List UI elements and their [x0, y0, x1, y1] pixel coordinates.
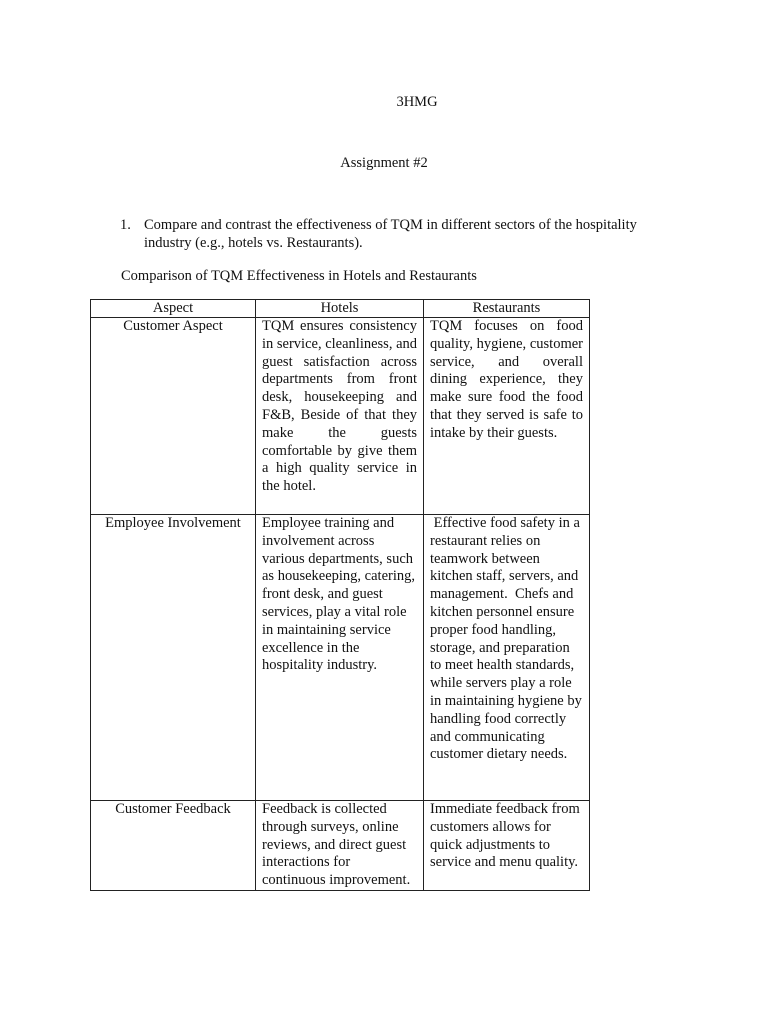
table-row — [91, 515, 590, 801]
page-header-code: 3HMG — [396, 94, 438, 110]
table-header-row — [91, 300, 590, 318]
restaurants-cell: Effective food safety in a restaurant relies on teamwork between kitchen staff, servers, and management. Chefs and kitchen personnel ensure proper food handling, storage, and preparation to meet health standards, while servers play a role in maintaining hygiene by handling food correctly and communicating customer dietary needs. — [424, 515, 590, 801]
table-row — [91, 318, 590, 515]
hotels-cell: Employee training and involvement across various departments, such as housekeeping, catering, front desk, and guest services, play a vital role in maintaining service excellence in the hospitality industry. — [256, 515, 424, 801]
aspect-cell: Customer Feedback — [91, 801, 256, 891]
question-text: Compare and contrast the effectiveness of TQM in different sectors of the hospitality industry (e.g., hotels vs. Restaurants). — [144, 217, 637, 251]
comparison-table — [90, 299, 590, 891]
header-restaurants: Restaurants — [424, 300, 590, 318]
table-caption: Comparison of TQM Effectiveness in Hotels and Restaurants — [121, 268, 477, 284]
header-aspect: Aspect — [91, 300, 256, 318]
restaurants-cell: Immediate feedback from customers allows for quick adjustments to service and menu quality. — [424, 801, 590, 891]
hotels-cell: TQM ensures consistency in service, cleanliness, and guest satisfaction across departments from front desk, housekeeping and F&B, Beside of that they make the guests comfortable by give them a high quality service in the hotel. — [256, 318, 424, 515]
question-number: 1. — [120, 217, 131, 233]
table-row — [91, 801, 590, 891]
question-item — [120, 217, 680, 253]
assignment-title: Assignment #2 — [340, 155, 428, 171]
aspect-cell: Employee Involvement — [91, 515, 256, 801]
hotels-cell: Feedback is collected through surveys, online reviews, and direct guest interactions for continuous improvement. — [256, 801, 424, 891]
aspect-cell: Customer Aspect — [91, 318, 256, 515]
restaurants-cell: TQM focuses on food quality, hygiene, customer service, and overall dining experience, they make sure food the food that they served is safe to intake by their guests. — [424, 318, 590, 515]
header-hotels: Hotels — [256, 300, 424, 318]
